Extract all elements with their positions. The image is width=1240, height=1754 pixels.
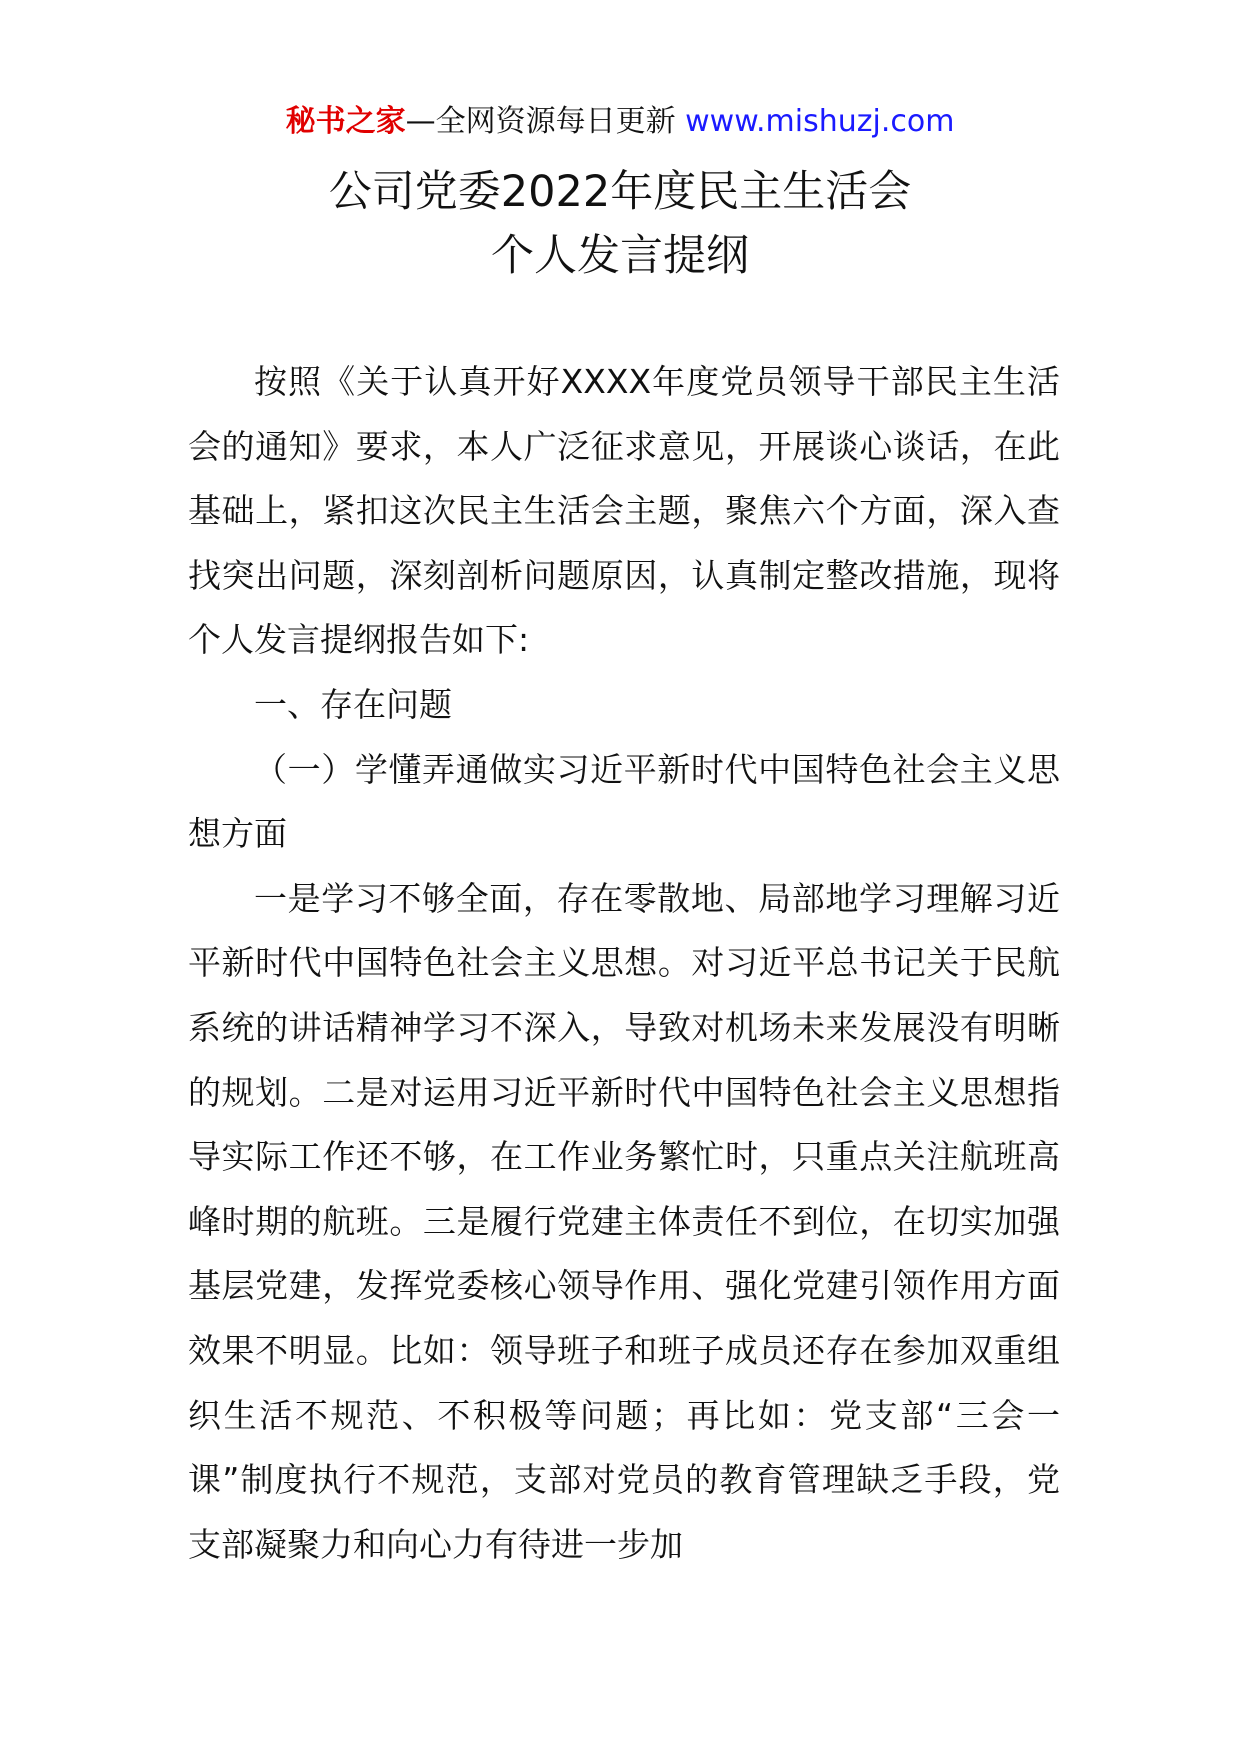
site-url-link[interactable]: www.mishuzj.com	[685, 104, 955, 139]
banner-slogan: —全网资源每日更新	[405, 104, 676, 139]
paragraph-intro: 按照《关于认真开好XXXX年度党员领导干部民主生活会的通知》要求，本人广泛征求意见，开展谈心谈话，在此基础上，紧扣这次民主生活会主题，聚焦六个方面，深入查找突出问题，深刻剖析问题原因，认真制定整改措施，现将个人发言提纲报告如下:	[188, 362, 1060, 660]
document-title-line-2: 个人发言提纲	[491, 231, 749, 281]
document-title-line-1: 公司党委2022年度民主生活会	[328, 167, 912, 217]
paragraph-issues: 一是学习不够全面，存在零散地、局部地学习理解习近平新时代中国特色社会主义思想。对习近平总书记关于民航系统的讲话精神学习不深入，导致对机场未来发展没有明晰的规划。二是对运用习近平新时代中国特色社会主义思想指导实际工作还不够，在工作业务繁忙时，只重点关注航班高峰时期的航班。三是履行党建主体责任不到位，在切实加强基层党建，发挥党委核心领导作用、强化党建引领作用方面效果不明显。比如：领导班子和班子成员还存在参加双重组织生活不规范、不积极等问题；再比如：党支部“三会一课”制度执行不规范，支部对党员的教育管理缺乏手段，党支部凝聚力和向心力有待进一步加	[188, 878, 1060, 1564]
site-banner	[0, 100, 1240, 144]
document-body	[188, 350, 1060, 1577]
subsection-heading: （一）学懂弄通做实习近平新时代中国特色社会主义思想方面	[188, 749, 1060, 854]
section-heading: 一、存在问题	[254, 684, 452, 724]
brand-name: 秘书之家	[285, 104, 406, 139]
